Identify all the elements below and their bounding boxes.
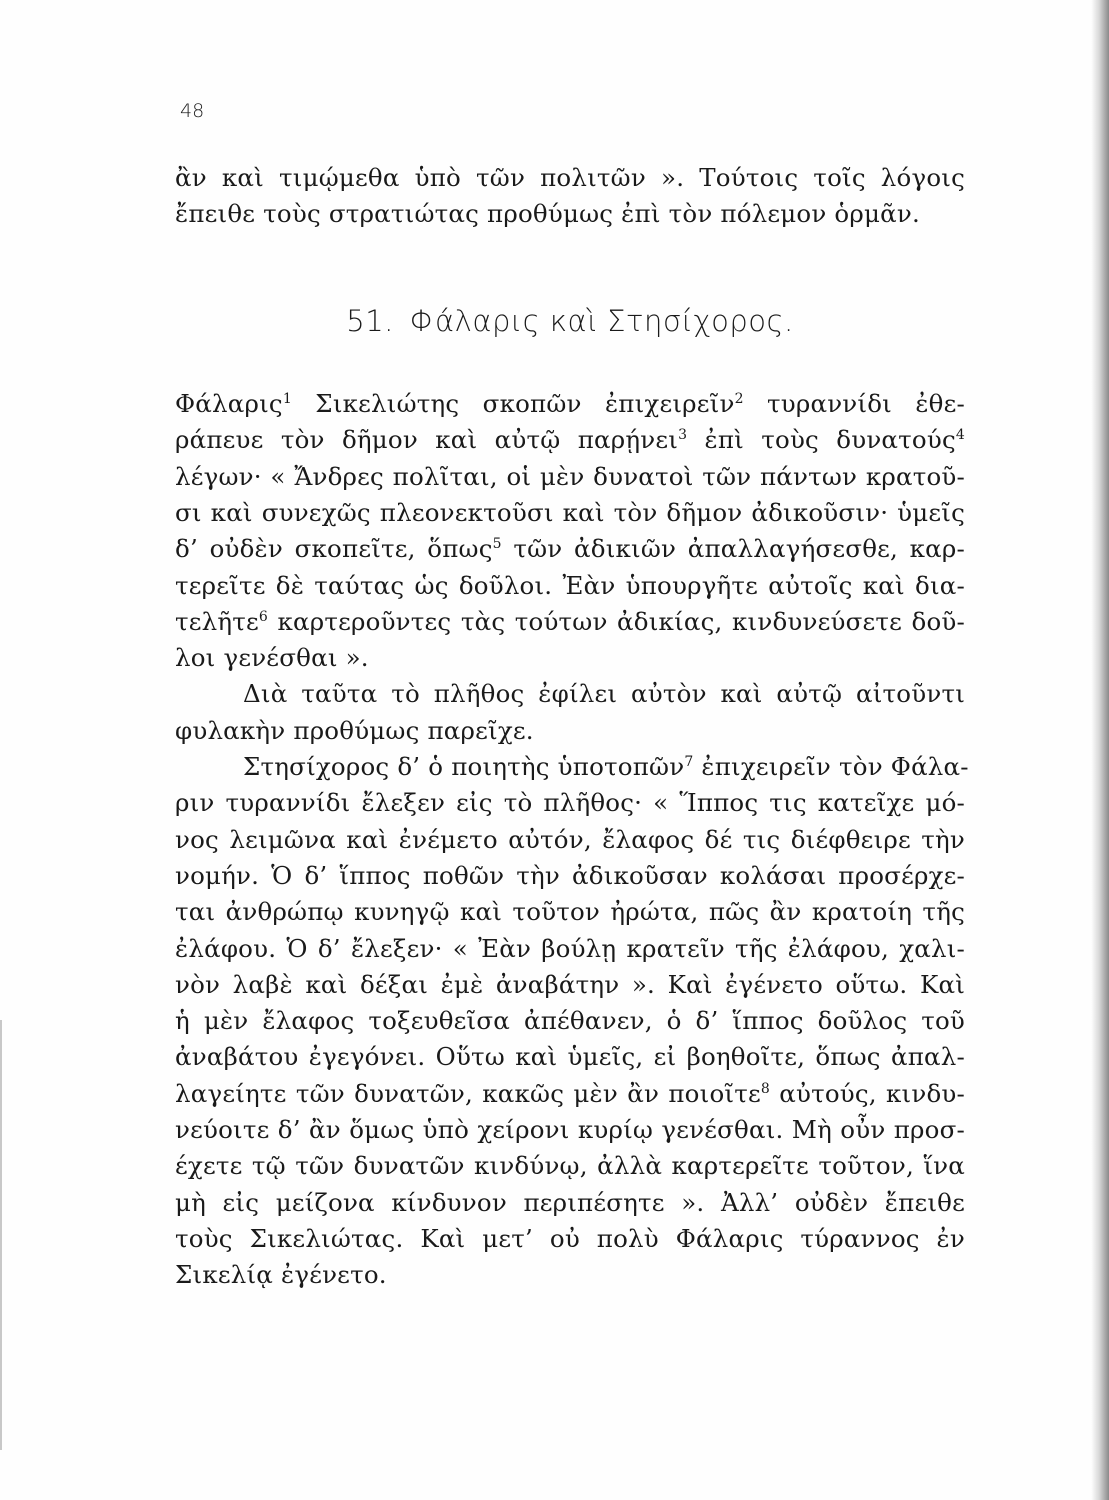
line-text: τυραννίδι ἐθε- — [743, 389, 965, 418]
line-text: τελῆτε — [175, 606, 259, 636]
body-line — [175, 713, 965, 749]
body-line — [175, 1112, 965, 1148]
body-line — [175, 422, 965, 458]
intro-line-1: ἂν καὶ τιμῴμεθα ὑπὸ τῶν πολιτῶν ». Τούτοις τοῖς λόγοις — [175, 163, 965, 192]
body-line — [175, 640, 965, 676]
body-line — [175, 531, 965, 567]
body-line — [175, 1221, 965, 1257]
footnote-marker: 1 — [282, 391, 292, 407]
line-text: Στησίχορος δ’ ὁ ποιητὴς ὑποτοπῶν — [243, 752, 685, 781]
line-text: σι καὶ συνεχῶς πλεονεκτοῦσι καὶ τὸν δῆμον ἀδικοῦσιν· ὑμεῖς — [175, 497, 965, 527]
body-line — [175, 1003, 965, 1039]
body-line — [175, 1185, 965, 1221]
body-line — [175, 785, 965, 821]
footnote-marker: 4 — [955, 427, 966, 444]
body-line — [175, 967, 965, 1003]
body-line — [175, 459, 965, 495]
section-heading — [175, 304, 965, 338]
footnote-marker: 2 — [734, 391, 744, 407]
body-line — [175, 822, 965, 858]
body-line — [175, 1076, 965, 1112]
line-text: ριν τυραννίδι ἔλεξεν εἰς τὸ πλῆθος· « Ἵππος τις κατεῖχε μό- — [175, 788, 965, 818]
footnote-marker: 8 — [760, 1080, 770, 1097]
line-text: τερεῖτε δὲ ταύτας ὡς δοῦλοι. Ἐὰν ὑπουργῆτε αὐτοῖς καὶ δια- — [175, 570, 965, 600]
line-text: αὐτούς, κινδυ- — [769, 1078, 965, 1108]
line-text: ἐπὶ τοὺς δυνατούς — [687, 425, 956, 455]
body-line — [175, 858, 965, 894]
line-text: Σικελίᾳ ἐγένετο. — [175, 1260, 387, 1290]
line-text: λέγων· « Ἄνδρες πολῖται, οἱ μὲν δυνατοὶ τῶν πάντων κρατοῦ- — [175, 461, 965, 491]
body-line — [175, 931, 965, 967]
body-line — [175, 894, 965, 930]
body-line — [243, 676, 965, 712]
body-line — [175, 1257, 965, 1293]
section-number: 51. — [346, 304, 394, 338]
line-text: νομήν. Ὁ δ’ ἵππος ποθῶν τὴν ἀδικοῦσαν κολάσαι προσέρχε- — [175, 860, 965, 890]
line-text: ἡ μὲν ἔλαφος τοξευθεῖσα ἀπέθανεν, ὁ δ’ ἵππος δοῦλος τοῦ — [175, 1006, 965, 1036]
line-text: τῶν ἀδικιῶν ἀπαλλαγήσεσθε, καρ- — [501, 534, 965, 564]
section-title: Φάλαρις καὶ Στησίχορος. — [409, 304, 794, 338]
line-text: Σικελιώτης σκοπῶν ἐπιχειρεῖν — [291, 389, 735, 418]
scan-edge-right — [1091, 0, 1109, 1500]
footnote-marker: 7 — [684, 754, 694, 770]
line-text: νεύοιτε δ’ ἂν ὅμως ὑπὸ χείρονι κυρίῳ γενέσθαι. Μὴ οὖν προσ- — [175, 1115, 965, 1144]
body-line — [243, 749, 969, 785]
body-line — [175, 1148, 965, 1184]
intro-line-2: ἔπειθε τοὺς στρατιώτας προθύμως ἐπὶ τὸν πόλεμον ὁρμᾶν. — [175, 199, 920, 228]
body-line — [175, 604, 965, 640]
scan-edge-left — [0, 1020, 2, 1450]
line-text: ἐλάφου. Ὁ δ’ ἔλεξεν· « Ἐὰν βούλῃ κρατεῖν τῆς ἐλάφου, χαλι- — [175, 933, 965, 963]
footnote-marker: 6 — [258, 608, 269, 625]
footnote-marker: 5 — [492, 536, 502, 553]
line-text: Διὰ ταῦτα τὸ πλῆθος ἐφίλει αὐτὸν καὶ αὐτῷ αἰτοῦντι — [243, 679, 965, 709]
body-line — [175, 1039, 965, 1075]
line-text: ἀναβάτου ἐγεγόνει. Οὕτω καὶ ὑμεῖς, εἰ βοηθοῖτε, ὅπως ἀπαλ- — [175, 1042, 965, 1072]
line-text: ἐπιχειρεῖν τὸν Φάλα- — [693, 752, 969, 781]
page-number: 48 — [180, 100, 205, 122]
line-text: ται ἀνθρώπῳ κυνηγῷ καὶ τοῦτον ἠρώτα, πῶς ἂν κρατοίη τῆς — [175, 897, 965, 927]
line-text: μὴ εἰς μείζονα κίνδυνον περιπέσητε ». Ἀλλ’ οὐδὲν ἔπειθε — [175, 1187, 965, 1217]
line-text: τοὺς Σικελιώτας. Καὶ μετ’ οὐ πολὺ Φάλαρις τύραννος ἐν — [175, 1223, 965, 1253]
body-line — [175, 386, 965, 422]
line-text: Φάλαρις — [175, 389, 283, 418]
line-text: ράπευε τὸν δῆμον καὶ αὐτῷ παρῄνει — [175, 425, 679, 455]
line-text: δ’ οὐδὲν σκοπεῖτε, ὅπως — [175, 534, 493, 564]
line-text: νος λειμῶνα καὶ ἐνέμετο αὐτόν, ἔλαφος δέ τις διέφθειρε τὴν — [175, 824, 965, 854]
line-text: νὸν λαβὲ καὶ δέξαι ἐμὲ ἀναβάτην ». Καὶ ἐγένετο οὕτω. Καὶ — [175, 969, 965, 999]
footnote-marker: 3 — [678, 427, 688, 444]
line-text: έχετε τῷ τῶν δυνατῶν κινδύνῳ, ἀλλὰ καρτερεῖτε τοῦτον, ἵνα — [175, 1151, 965, 1181]
line-text: λαγείητε τῶν δυνατῶν, κακῶς μὲν ἂν ποιοῖτε — [175, 1078, 761, 1108]
line-text: λοι γενέσθαι ». — [175, 643, 369, 673]
body-line — [175, 568, 965, 604]
line-text: καρτεροῦντες τὰς τούτων ἀδικίας, κινδυνεύσετε δοῦ- — [268, 606, 965, 636]
body-line — [175, 495, 965, 531]
line-text: φυλακὴν προθύμως παρεῖχε. — [175, 715, 534, 745]
